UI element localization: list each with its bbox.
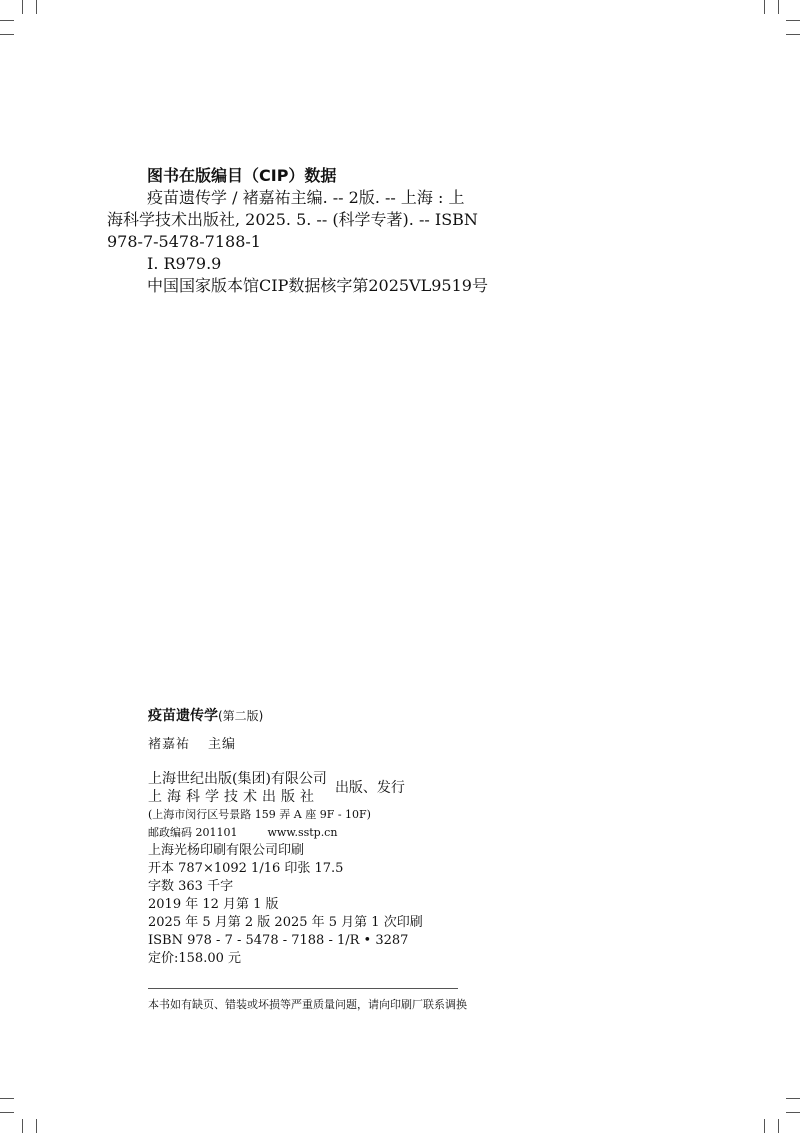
book-edition: (第二版) (218, 709, 264, 723)
publisher-group: 上海世纪出版(集团)有限公司 (148, 771, 327, 787)
current-printing: 2025 年 5 月第 2 版 2025 年 5 月第 1 次印刷 (148, 915, 423, 930)
crop-mark-top-right-h2 (786, 34, 800, 35)
crop-mark-top-left-h (0, 20, 14, 21)
crop-mark-top-right-v (764, 0, 765, 14)
crop-mark-top-left-v (22, 0, 23, 14)
cip-classification: Ⅰ. R979.9 (147, 254, 222, 273)
crop-mark-bottom-left-h2 (0, 1112, 14, 1113)
crop-mark-bottom-right-v (764, 1119, 765, 1133)
crop-mark-bottom-right-h2 (786, 1112, 800, 1113)
cip-line-1: 疫苗遗传学 / 褚嘉祐主编. -- 2版. -- 上海 : 上 (147, 188, 465, 207)
colophon-block (148, 707, 468, 968)
cip-line-3: 978-7-5478-7188-1 (107, 232, 261, 251)
publisher-role: 出版、发行 (334, 780, 405, 796)
editor-role: 主编 (208, 737, 237, 752)
publisher-address: (上海市闵行区号景路 159 弄 A 座 9F - 10F) (148, 808, 371, 821)
crop-mark-top-right-h (786, 20, 800, 21)
cip-line-2: 海科学技术出版社, 2025. 5. -- (科学专著). -- ISBN (107, 210, 478, 229)
crop-mark-bottom-right-h (786, 1098, 800, 1099)
editor-line (148, 736, 468, 754)
postcode: 邮政编码 201101 (148, 826, 238, 839)
quality-notice: 本书如有缺页、错装或坏损等严重质量问题，请向印刷厂联系调换 (148, 998, 467, 1011)
first-edition: 2019 年 12 月第 1 版 (148, 897, 279, 912)
format-info: 开本 787×1092 1/16 印张 17.5 (148, 861, 344, 876)
word-count: 字数 363 千字 (148, 879, 234, 894)
crop-mark-bottom-left-v2 (36, 1119, 37, 1133)
book-title-text: 疫苗遗传学 (148, 708, 218, 724)
crop-mark-bottom-left-h (0, 1098, 14, 1099)
crop-mark-bottom-left-v (22, 1119, 23, 1133)
publisher-name: 上海科学技术出版社 (148, 789, 319, 805)
postcode-website-line (148, 824, 468, 842)
book-title (148, 707, 468, 725)
crop-mark-top-left-v2 (36, 0, 37, 14)
printer: 上海光杨印刷有限公司印刷 (148, 843, 305, 858)
isbn: ISBN 978 - 7 - 5478 - 7188 - 1/R • 3287 (148, 933, 409, 948)
crop-mark-top-left-h2 (0, 34, 14, 35)
publisher-names (148, 770, 327, 806)
cip-heading: 图书在版编目（CIP）数据 (147, 166, 337, 185)
crop-mark-bottom-right-v2 (778, 1119, 779, 1133)
publisher-block (148, 770, 468, 806)
crop-mark-top-right-v2 (778, 0, 779, 14)
cip-data-block (107, 165, 577, 297)
editor-name: 褚嘉祐 (148, 737, 191, 752)
divider-rule (148, 988, 458, 989)
price: 定价:158.00 元 (148, 951, 241, 966)
website: www.sstp.cn (267, 826, 338, 839)
cip-approval-number: 中国国家版本馆CIP数据核字第2025VL9519号 (147, 276, 488, 295)
